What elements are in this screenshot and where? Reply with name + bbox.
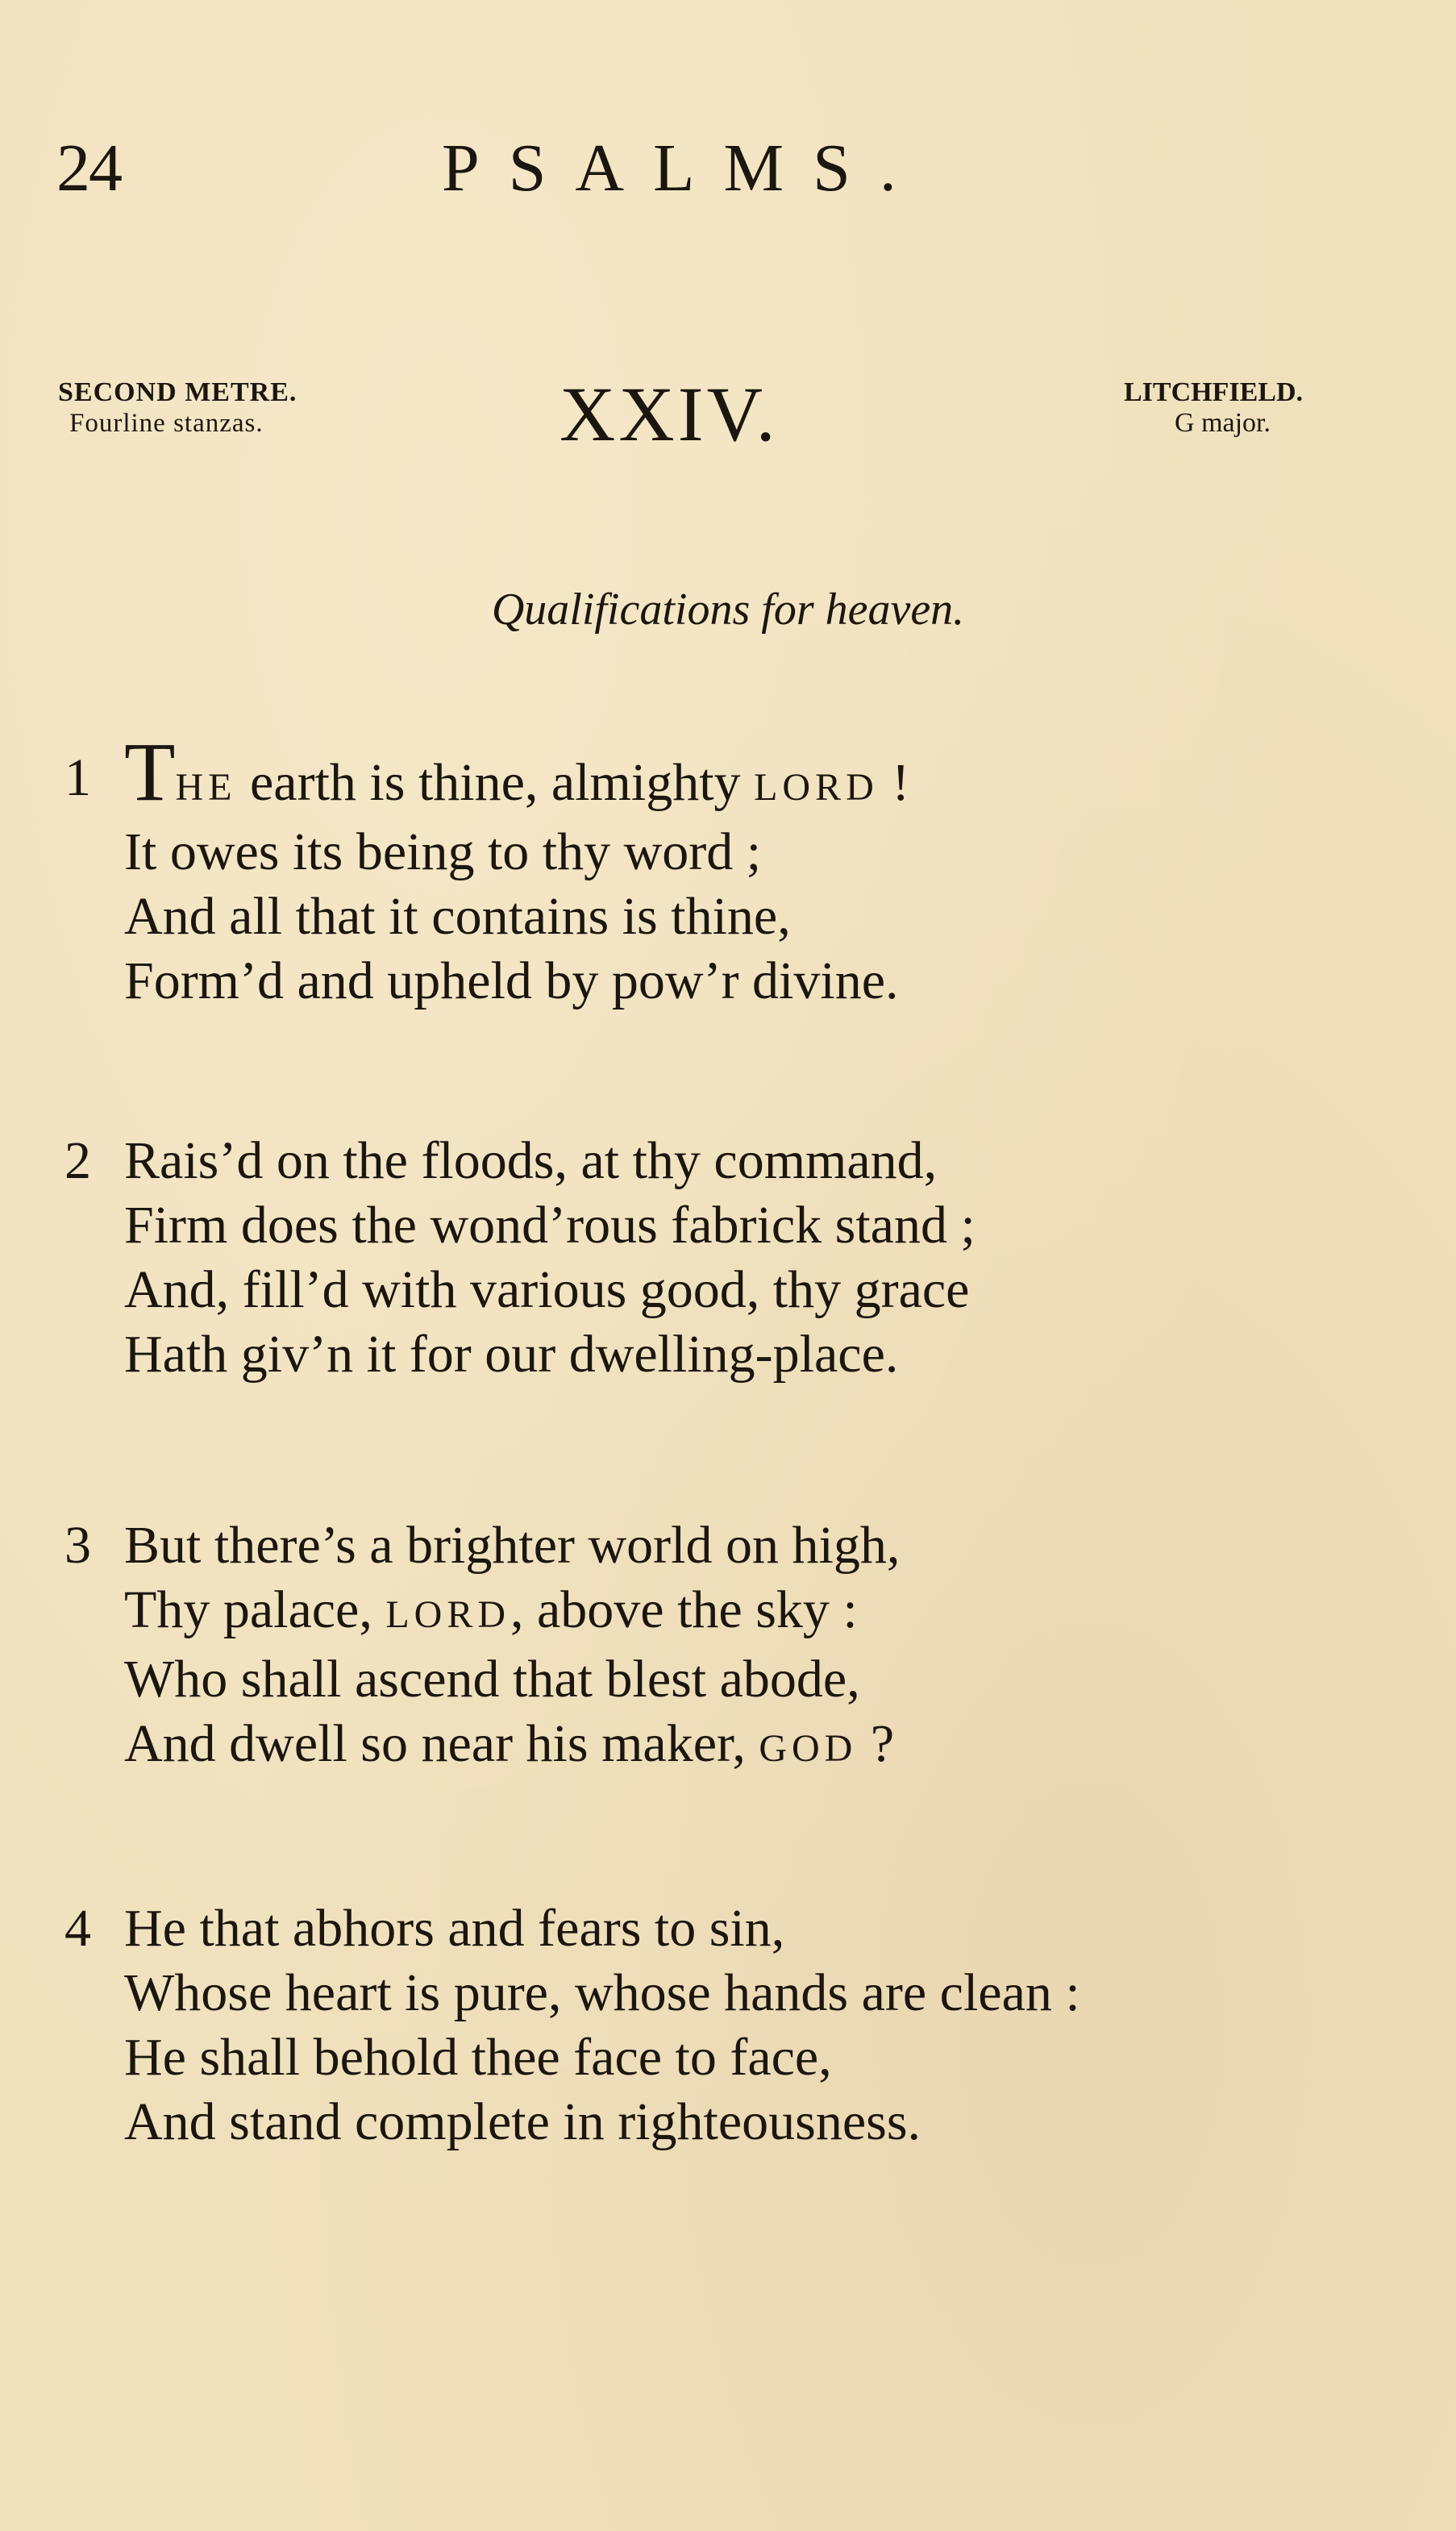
verse-line: And stand complete in righteousness. (124, 2092, 921, 2151)
verse-line (124, 1578, 900, 1647)
stanza-lines (124, 1896, 1080, 2154)
stanzas-note: Fourline stanzas. (69, 409, 264, 438)
small-caps-text: HE (175, 766, 237, 809)
verse-text: earth is thine, almighty (236, 753, 755, 812)
psalm-subject: Qualifications for heaven. (491, 585, 965, 635)
verse-line: It owes its being to thy word ; (124, 822, 762, 881)
verse-line (124, 1712, 900, 1781)
stanza-lines (124, 1129, 976, 1387)
verse-line: Hath giv’n it for our dwelling-place. (124, 1325, 899, 1384)
stanza (64, 1513, 900, 1781)
verse-line: Rais’d on the floods, at thy command, (124, 1131, 938, 1190)
small-caps-text: LORD (385, 1593, 510, 1636)
small-caps-text: LORD (754, 766, 879, 809)
verse-line: And, fill’d with various good, thy grace (124, 1260, 970, 1319)
verse-line: Firm does the wond’rous fabrick stand ; (124, 1196, 976, 1255)
stanza-lines (124, 726, 910, 1014)
verse-line: Who shall ascend that blest abode, (124, 1650, 860, 1709)
verse-text: ? (857, 1714, 895, 1773)
stanza (64, 1129, 976, 1387)
stanza-number: 3 (64, 1516, 91, 1575)
verse-line (124, 726, 910, 820)
verse-line: He that abhors and fears to sin, (124, 1899, 785, 1958)
metre-block (58, 377, 297, 439)
verse-line: Whose heart is pure, whose hands are clean : (124, 1963, 1080, 2022)
tune-name: LITCHFIELD. (1124, 377, 1303, 407)
psalm-number: XXIV. (560, 371, 779, 457)
metre-label: SECOND METRE. (58, 377, 297, 407)
verse-text: ! (878, 753, 910, 812)
small-caps-text: GOD (759, 1727, 858, 1770)
verse-text: Thy palace, (124, 1580, 386, 1639)
drop-cap: T (124, 726, 176, 818)
verse-line: But there’s a brighter world on high, (124, 1516, 901, 1575)
stanza (64, 726, 910, 1014)
verse-text: And dwell so near his maker, (124, 1714, 759, 1773)
running-title: PSALMS. (442, 131, 926, 206)
verse-line: Form’d and upheld by pow’r divine. (124, 951, 899, 1010)
verse-text: , above the sky : (510, 1580, 858, 1639)
stanza-number: 2 (64, 1131, 91, 1190)
page-number: 24 (56, 131, 121, 206)
stanza-number: 4 (64, 1899, 91, 1958)
verse-line: He shall behold thee face to face, (124, 2028, 832, 2087)
tune-block (1124, 377, 1303, 439)
stanza-number: 1 (64, 748, 91, 807)
stanza-lines (124, 1513, 900, 1781)
tune-key: G major. (1175, 408, 1271, 438)
stanza (64, 1896, 1080, 2154)
verse-line: And all that it contains is thine, (124, 887, 791, 946)
